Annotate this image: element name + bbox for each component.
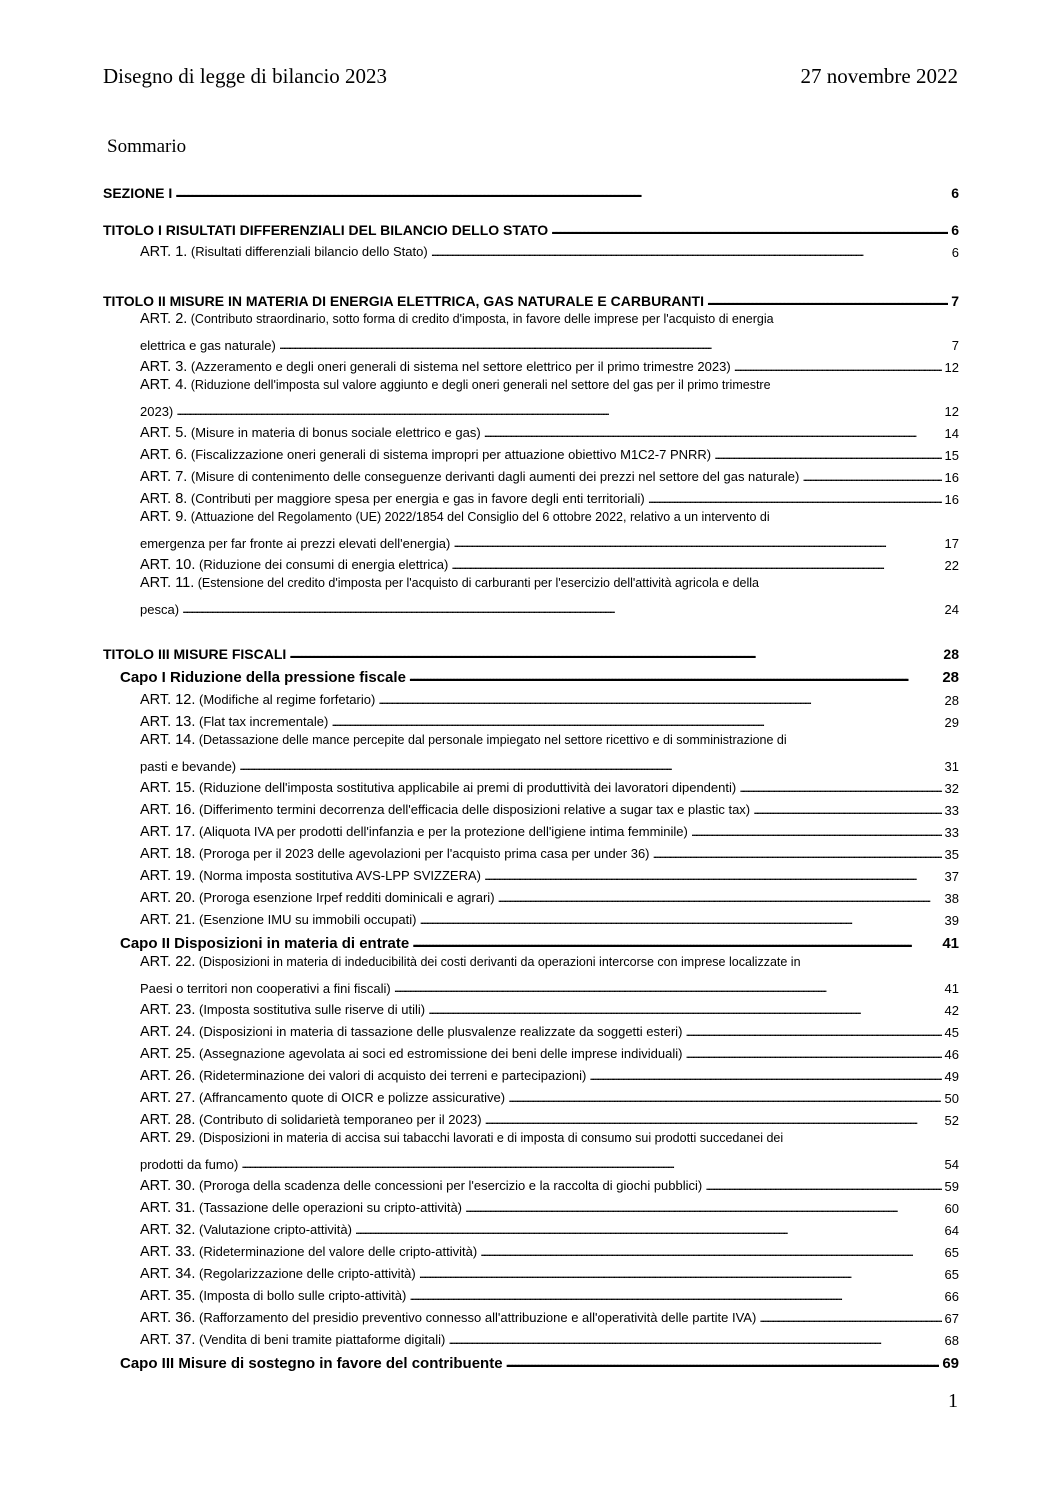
article-title: (Proroga esenzione Irpef redditi dominicali e agrari): [198, 889, 495, 905]
dot-leader: [241, 1157, 941, 1171]
toc-titolo[interactable]: [103, 267, 959, 308]
toc-entry-page: 16: [944, 492, 959, 507]
toc-article[interactable]: [140, 861, 959, 883]
article-title-line1: (Estensione del credito d'imposta per l'acquisto di carburanti per l'esercizio dell'attività agricola e della: [197, 576, 759, 590]
toc-article[interactable]: [140, 1237, 959, 1259]
toc-entry-page: 7: [951, 338, 959, 353]
article-title: (Riduzione dell'imposta sostitutiva applicabile ai premi di produttività dei lavoratori dipendenti): [198, 779, 737, 795]
article-number: ART. 26.: [140, 1067, 196, 1084]
dot-leader: [182, 602, 942, 616]
toc-capo[interactable]: [120, 1347, 959, 1371]
table-of-contents: [103, 168, 959, 1371]
article-title: (Regolarizzazione delle cripto-attività): [198, 1265, 416, 1281]
article-title: (Aliquota IVA per prodotti dell'infanzia e per la protezione dell'igiene intima femminile): [198, 823, 688, 839]
dot-leader: [451, 558, 941, 572]
article-title: (Assegnazione agevolata ai soci ed estromissione dei beni delle imprese individuali): [198, 1045, 683, 1061]
article-number: ART. 10.: [140, 556, 196, 573]
article-number: ART. 6.: [140, 446, 188, 463]
dot-leader: [802, 470, 941, 484]
toc-entry-page: 22: [944, 558, 959, 573]
dot-leader: [331, 715, 941, 729]
toc-entry-page: 17: [944, 536, 959, 551]
toc-entry-page: 39: [944, 913, 959, 928]
article-title-line1: (Disposizioni in materia di accisa sui tabacchi lavorati e di imposta di consumo sui prodotti succedanei dei: [198, 1131, 784, 1145]
toc-entry-page: 52: [944, 1113, 959, 1128]
dot-leader: [419, 913, 941, 927]
toc-article[interactable]: [140, 707, 959, 729]
article-title-line2: pesca): [140, 602, 180, 617]
toc-titolo[interactable]: [103, 624, 959, 661]
dot-leader: [707, 293, 948, 308]
toc-article[interactable]: [140, 883, 959, 905]
dot-leader: [739, 781, 941, 795]
article-number: ART. 27.: [140, 1089, 196, 1106]
toc-article[interactable]: [140, 506, 959, 550]
toc-article[interactable]: [140, 484, 959, 506]
document-title: Disegno di legge di bilancio 2023: [103, 64, 388, 88]
article-number: ART. 18.: [140, 845, 196, 862]
article-title-line1: (Attuazione del Regolamento (UE) 2022/1854 del Consiglio del 6 ottobre 2022, relativo a un intervento di: [190, 510, 770, 524]
article-number: ART. 11.: [140, 575, 195, 591]
toc-article[interactable]: [140, 1171, 959, 1193]
toc-article[interactable]: [140, 995, 959, 1017]
article-title: (Vendita di beni tramite piattaforme digitali): [198, 1331, 446, 1347]
toc-article[interactable]: [140, 905, 959, 927]
dot-leader: [714, 448, 941, 462]
dot-leader: [409, 1289, 941, 1303]
toc-entry-page: 67: [944, 1311, 959, 1326]
toc-entry-page: 64: [944, 1223, 959, 1238]
toc-article[interactable]: [140, 729, 959, 773]
toc-entry-title: SEZIONE I: [103, 185, 173, 201]
article-title-line2: pasti e bevande): [140, 759, 237, 774]
article-number: ART. 36.: [140, 1309, 196, 1326]
toc-entry-title: Capo I Riduzione della pressione fiscale: [120, 669, 406, 686]
toc-entry-page: 59: [944, 1179, 959, 1194]
toc-capo[interactable]: [120, 927, 959, 951]
dot-leader: [448, 1333, 941, 1347]
toc-article[interactable]: [140, 308, 959, 352]
dot-leader: [759, 1311, 941, 1325]
article-title: (Azzeramento e degli oneri generali di sistema nel settore elettrico per il primo trimestre 2023): [190, 358, 731, 374]
toc-article[interactable]: [140, 1083, 959, 1105]
article-number: ART. 4.: [140, 377, 188, 393]
toc-entry-page: 45: [944, 1025, 959, 1040]
toc-entry-page: 65: [944, 1267, 959, 1282]
article-number: ART. 12.: [140, 691, 196, 708]
article-number: ART. 30.: [140, 1177, 196, 1194]
toc-entry-page: 6: [951, 245, 959, 260]
toc-entry-page: 66: [944, 1289, 959, 1304]
article-number: ART. 34.: [140, 1265, 196, 1282]
toc-article[interactable]: [140, 817, 959, 839]
article-number: ART. 21.: [140, 911, 196, 928]
toc-article[interactable]: [140, 685, 959, 707]
article-title: (Proroga della scadenza delle concessioni per l'esercizio e la raccolta di giochi pubblici): [198, 1177, 703, 1193]
article-title-line1: (Disposizioni in materia di indeducibilità dei costi derivanti da operazioni intercorse con imprese localizzate in: [198, 955, 801, 969]
toc-entry-page: 60: [944, 1201, 959, 1216]
article-number: ART. 14.: [140, 732, 196, 748]
toc-entry-page: 69: [942, 1355, 959, 1372]
article-number: ART. 2.: [140, 311, 188, 327]
article-title: (Misure di contenimento delle conseguenze derivanti dagli aumenti dei prezzi nel settore del gas naturale): [190, 468, 800, 484]
toc-entry-title: Capo III Misure di sostegno in favore del contribuente: [120, 1355, 503, 1372]
article-number: ART. 37.: [140, 1331, 196, 1348]
article-title: (Affrancamento quote di OICR e polizze assicurative): [198, 1089, 506, 1105]
dot-leader: [409, 669, 939, 685]
toc-entry-page: 68: [944, 1333, 959, 1348]
article-title: (Rafforzamento del presidio preventivo connesso all'attribuzione e all'operatività delle partite IVA): [198, 1309, 757, 1325]
article-title: (Flat tax incrementale): [198, 713, 329, 729]
toc-article[interactable]: [140, 839, 959, 861]
dot-leader: [394, 981, 942, 995]
article-title: (Norma imposta sostitutiva AVS-LPP SVIZZERA): [198, 867, 481, 883]
toc-article[interactable]: [140, 1325, 959, 1347]
article-title-line1: (Detassazione delle mance percepite dal personale impiegato nel settore ricettivo e di somministrazione di: [198, 733, 787, 747]
article-number: ART. 28.: [140, 1111, 196, 1128]
toc-entry-page: 49: [944, 1069, 959, 1084]
article-title-line1: (Riduzione dell'imposta sul valore aggiunto e degli oneri generali nel settore del gas per il primo trimestre: [190, 378, 771, 392]
toc-titolo[interactable]: [103, 200, 959, 237]
dot-leader: [428, 1003, 941, 1017]
toc-article[interactable]: [140, 462, 959, 484]
toc-entry-page: 33: [944, 803, 959, 818]
dot-leader: [453, 536, 941, 550]
article-title: (Differimento termini decorrenza dell'efficacia delle disposizioni relative a sugar tax e plastic tax): [198, 801, 751, 817]
article-title: (Risultati differenziali bilancio dello Stato): [190, 243, 428, 259]
toc-capo[interactable]: [120, 661, 959, 685]
toc-entry-title: TITOLO II MISURE IN MATERIA DI ENERGIA ELETTRICA, GAS NATURALE E CARBURANTI: [103, 293, 704, 309]
toc-article[interactable]: [140, 1303, 959, 1325]
dot-leader: [685, 1025, 941, 1039]
toc-entry-page: 31: [944, 759, 959, 774]
article-title: (Disposizioni in materia di tassazione delle plusvalenze realizzate da soggetti esteri): [198, 1023, 683, 1039]
toc-entry-title: TITOLO I RISULTATI DIFFERENZIALI DEL BILANCIO DELLO STATO: [103, 222, 549, 238]
article-number: ART. 33.: [140, 1243, 196, 1260]
dot-leader: [506, 1355, 940, 1371]
toc-entry-page: 42: [944, 1003, 959, 1018]
article-number: ART. 24.: [140, 1023, 196, 1040]
toc-entry-page: 16: [944, 470, 959, 485]
dot-leader: [648, 492, 942, 506]
dot-leader: [498, 891, 942, 905]
article-title: (Riduzione dei consumi di energia elettrica): [198, 556, 449, 572]
article-number: ART. 5.: [140, 424, 188, 441]
toc-entry-page: 28: [942, 669, 959, 686]
toc-entry-page: 38: [944, 891, 959, 906]
toc-entry-page: 54: [944, 1157, 959, 1172]
article-number: ART. 25.: [140, 1045, 196, 1062]
dot-leader: [465, 1201, 942, 1215]
toc-article[interactable]: [140, 1017, 959, 1039]
toc-article[interactable]: [140, 572, 959, 616]
article-number: ART. 13.: [140, 713, 196, 730]
article-number: ART. 22.: [140, 954, 196, 970]
toc-article[interactable]: [140, 1039, 959, 1061]
dot-leader: [480, 1245, 941, 1259]
dot-leader: [685, 1047, 941, 1061]
toc-entry-page: 46: [944, 1047, 959, 1062]
article-title: (Rideterminazione dei valori di acquisto dei terreni e partecipazioni): [198, 1067, 587, 1083]
article-title: (Valutazione cripto-attività): [198, 1221, 352, 1237]
article-title: (Imposta di bollo sulle cripto-attività): [198, 1287, 407, 1303]
article-number: ART. 35.: [140, 1287, 196, 1304]
dot-leader: [484, 426, 942, 440]
toc-entry-page: 41: [942, 935, 959, 952]
dot-leader: [653, 847, 942, 861]
dot-leader: [551, 222, 948, 237]
dot-leader: [589, 1069, 941, 1083]
dot-leader: [176, 404, 941, 418]
article-title: (Contributo di solidarietà temporaneo per il 2023): [198, 1111, 482, 1127]
toc-entry-page: 37: [944, 869, 959, 884]
article-number: ART. 3.: [140, 358, 188, 375]
toc-article[interactable]: [140, 1193, 959, 1215]
toc-entry-page: 33: [944, 825, 959, 840]
toc-entry-page: 6: [951, 222, 959, 238]
article-title: (Contributi per maggiore spesa per energia e gas in favore degli enti territoriali): [190, 490, 645, 506]
toc-entry-page: 35: [944, 847, 959, 862]
toc-sezione[interactable]: [103, 168, 959, 200]
article-title-line2: emergenza per far fronte ai prezzi elevati dell'energia): [140, 536, 451, 551]
toc-article[interactable]: [140, 951, 959, 995]
article-title: (Fiscalizzazione oneri generali di sistema impropri per attuazione obiettivo M1C2-7 PNRR): [190, 446, 712, 462]
toc-entry-page: 12: [944, 360, 959, 375]
toc-entry-page: 32: [944, 781, 959, 796]
page-number: 1: [948, 1390, 958, 1412]
article-title-line2: Paesi o territori non cooperativi a fini fiscali): [140, 981, 391, 996]
article-title: (Imposta sostitutiva sulle riserve di utili): [198, 1001, 426, 1017]
toc-article[interactable]: [140, 1061, 959, 1083]
toc-entry-page: 50: [944, 1091, 959, 1106]
dot-leader: [175, 185, 948, 200]
toc-entry-page: 6: [951, 185, 959, 201]
article-title: (Misure in materia di bonus sociale elettrico e gas): [190, 424, 481, 440]
article-number: ART. 9.: [140, 509, 188, 525]
article-title-line2: elettrica e gas naturale): [140, 338, 276, 353]
toc-article[interactable]: [140, 795, 959, 817]
dot-leader: [691, 825, 942, 839]
toc-entry-page: 7: [951, 293, 959, 309]
article-number: ART. 29.: [140, 1130, 196, 1146]
toc-article[interactable]: [140, 440, 959, 462]
toc-entry-page: 14: [944, 426, 959, 441]
dot-leader: [508, 1091, 941, 1105]
article-title: (Esenzione IMU su immobili occupati): [198, 911, 417, 927]
toc-article[interactable]: [140, 1105, 959, 1127]
toc-article[interactable]: [140, 1281, 959, 1303]
article-number: ART. 15.: [140, 779, 196, 796]
dot-leader: [705, 1179, 941, 1193]
dot-leader: [484, 869, 942, 883]
dot-leader: [412, 935, 939, 951]
toc-entry-title: Capo II Disposizioni in materia di entrate: [120, 935, 410, 952]
toc-article[interactable]: [140, 1215, 959, 1237]
document-date: 27 novembre 2022: [800, 64, 958, 88]
toc-article[interactable]: [140, 550, 959, 572]
toc-article[interactable]: [140, 1259, 959, 1281]
dot-leader: [355, 1223, 942, 1237]
dot-leader: [734, 360, 942, 374]
toc-article[interactable]: [140, 352, 959, 374]
dot-leader: [289, 646, 940, 661]
dot-leader: [378, 693, 941, 707]
article-number: ART. 32.: [140, 1221, 196, 1238]
article-number: ART. 7.: [140, 468, 188, 485]
article-number: ART. 19.: [140, 867, 196, 884]
dot-leader: [753, 803, 941, 817]
article-title: (Modifiche al regime forfetario): [198, 691, 376, 707]
toc-article[interactable]: [140, 374, 959, 418]
toc-article[interactable]: [140, 237, 959, 259]
toc-article[interactable]: [140, 1127, 959, 1171]
toc-entry-page: 41: [944, 981, 959, 996]
article-title: (Proroga per il 2023 delle agevolazioni per l'acquisto prima casa per under 36): [198, 845, 650, 861]
toc-entry-page: 15: [944, 448, 959, 463]
dot-leader: [431, 245, 949, 259]
toc-entry-page: 29: [944, 715, 959, 730]
dot-leader: [279, 338, 949, 352]
toc-entry-page: 12: [944, 404, 959, 419]
toc-entry-page: 28: [944, 693, 959, 708]
article-title-line1: (Contributo straordinario, sotto forma di credito d'imposta, in favore delle imprese per l'acquisto di energia: [190, 312, 774, 326]
toc-entry-page: 28: [943, 646, 959, 662]
toc-entry-title: TITOLO III MISURE FISCALI: [103, 646, 287, 662]
article-title-line2: 2023): [140, 404, 174, 419]
article-number: ART. 16.: [140, 801, 196, 818]
article-title-line2: prodotti da fumo): [140, 1157, 239, 1172]
dot-leader: [239, 759, 941, 773]
article-number: ART. 31.: [140, 1199, 196, 1216]
article-title: (Rideterminazione del valore delle cripto-attività): [198, 1243, 478, 1259]
toc-article[interactable]: [140, 773, 959, 795]
article-number: ART. 20.: [140, 889, 196, 906]
article-number: ART. 1.: [140, 243, 188, 260]
toc-heading: Sommario: [107, 136, 187, 157]
article-number: ART. 17.: [140, 823, 196, 840]
dot-leader: [485, 1113, 942, 1127]
article-number: ART. 23.: [140, 1001, 196, 1018]
toc-entry-page: 65: [944, 1245, 959, 1260]
article-number: ART. 8.: [140, 490, 188, 507]
toc-entry-page: 24: [944, 602, 959, 617]
article-title: (Tassazione delle operazioni su cripto-attività): [198, 1199, 462, 1215]
toc-article[interactable]: [140, 418, 959, 440]
dot-leader: [419, 1267, 942, 1281]
